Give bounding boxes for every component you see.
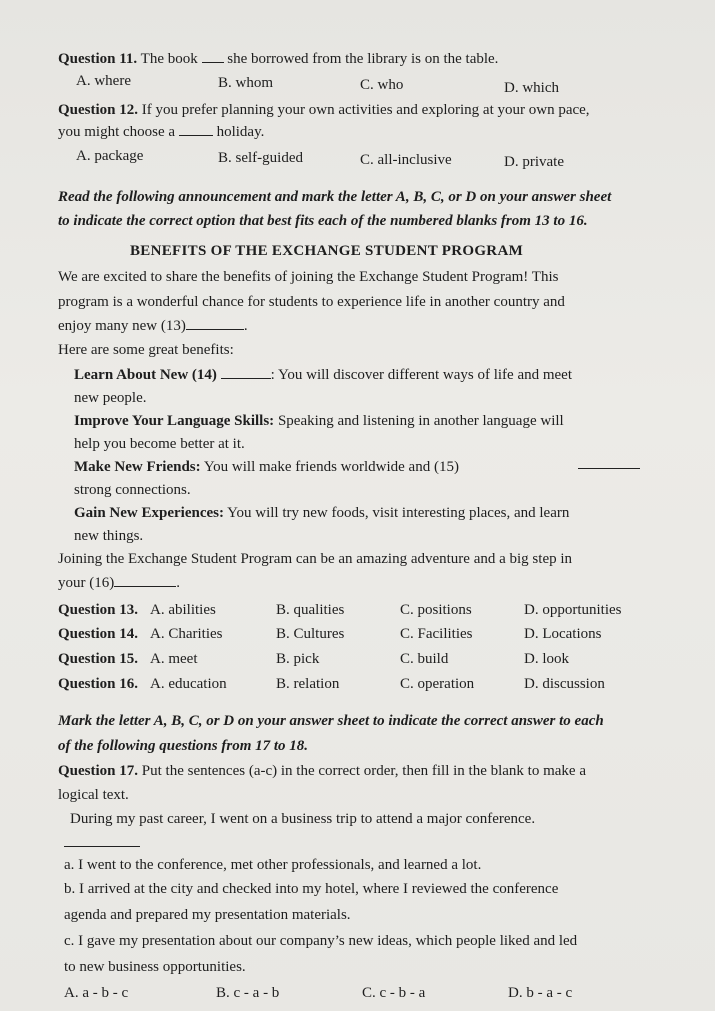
- benefit-2-line2: help you become better at it.: [74, 436, 245, 452]
- q16-option-b: B. relation: [276, 676, 340, 692]
- q12-option-a: A. package: [76, 148, 144, 164]
- blank-14: [221, 366, 271, 379]
- q11-option-b: B. whom: [218, 75, 274, 91]
- passage-p1-line1: We are excited to share the benefits of joining the Exchange Student Program! This: [58, 269, 559, 285]
- q16-option-a: A. education: [150, 676, 227, 692]
- q17-sentence-c-line2: to new business opportunities.: [64, 959, 246, 975]
- q17-option-c: C. c - b - a: [362, 985, 426, 1001]
- q12-option-b: B. self-guided: [218, 150, 303, 166]
- q15-row: [58, 650, 138, 668]
- q15-option-b: B. pick: [276, 651, 320, 667]
- q11-label: Question 11.: [58, 51, 138, 67]
- q12-blank: [179, 123, 213, 136]
- instruction-13-16-line1: Read the following announcement and mark the letter A, B, C, or D on your answer sheet: [58, 189, 612, 205]
- q14-option-b: B. Cultures: [276, 626, 345, 642]
- benefit-2-line1: Improve Your Language Skills: Speaking and listening in another language will: [74, 413, 564, 429]
- q17-sentence-b-line1: b. I arrived at the city and checked into my hotel, where I reviewed the conference: [64, 881, 559, 897]
- instruction-13-16-line2: to indicate the correct option that best fits each of the numbered blanks from 13 to 16.: [58, 213, 588, 229]
- q17-sentence-c-line1: c. I gave my presentation about our company’s new ideas, which people liked and led: [64, 933, 578, 949]
- passage-p1-line2: program is a wonderful chance for students to experience life in another country and: [58, 294, 565, 310]
- q12-option-d: D. private: [504, 154, 564, 170]
- blank-15: [578, 456, 640, 469]
- q11-stem: Question 11. The book she borrowed from the library is on the table.: [58, 51, 499, 67]
- q14-option-d: D. Locations: [524, 626, 602, 642]
- q14-label: Question 14.: [58, 626, 139, 642]
- passage-title: BENEFITS OF THE EXCHANGE STUDENT PROGRAM: [130, 243, 524, 259]
- q17-label: Question 17.: [58, 763, 139, 779]
- q16-label: Question 16.: [58, 676, 139, 692]
- passage-p3-line1: Joining the Exchange Student Program can be an amazing adventure and a big step in: [58, 551, 573, 567]
- q17-sentence-b-line2: agenda and prepared my presentation materials.: [64, 907, 351, 923]
- q13-label: Question 13.: [58, 602, 139, 618]
- q12-option-c: C. all-inclusive: [360, 152, 452, 168]
- q14-option-c: C. Facilities: [400, 626, 473, 642]
- q15-option-d: D. look: [524, 651, 569, 667]
- q17-sentence-a: a. I went to the conference, met other professionals, and learned a lot.: [64, 857, 482, 873]
- q14-option-a: A. Charities: [150, 626, 223, 642]
- q16-option-d: D. discussion: [524, 676, 605, 692]
- q15-label: Question 15.: [58, 651, 139, 667]
- benefit-4-line2: new things.: [74, 528, 144, 544]
- q17-option-d: D. b - a - c: [508, 985, 573, 1001]
- benefit-1-line1: Learn About New (14) : You will discover different ways of life and meet: [74, 367, 572, 383]
- q12-label: Question 12.: [58, 102, 139, 118]
- q17-context: During my past career, I went on a business trip to attend a major conference.: [70, 811, 536, 827]
- q15-option-c: C. build: [400, 651, 449, 667]
- benefit-3-line1: Make New Friends: You will make friends worldwide and (15): [74, 459, 459, 475]
- q16-option-c: C. operation: [400, 676, 475, 692]
- q11-blank: [202, 50, 224, 63]
- q15-option-a: A. meet: [150, 651, 198, 667]
- benefit-3-line2: strong connections.: [74, 482, 191, 498]
- q11-option-a: A. where: [76, 73, 131, 89]
- q14-row: [58, 625, 138, 643]
- q16-row: [58, 675, 138, 693]
- q12-stem-line1: Question 12. If you prefer planning your own activities and exploring at your own pace,: [58, 102, 590, 118]
- q13-row: [58, 601, 138, 619]
- q11-option-c: C. who: [360, 77, 404, 93]
- blank-16: [114, 574, 176, 587]
- q17-stem-line2: logical text.: [58, 787, 129, 803]
- passage-p1-line3: enjoy many new (13) .: [58, 318, 248, 334]
- q12-stem-line2: you might choose a holiday.: [58, 124, 265, 140]
- benefit-1-line2: new people.: [74, 390, 147, 406]
- benefit-4-line1: Gain New Experiences: You will try new foods, visit interesting places, and learn: [74, 505, 570, 521]
- q11-option-d: D. which: [504, 80, 559, 96]
- passage-p2: Here are some great benefits:: [58, 342, 234, 358]
- q17-blank: [64, 834, 140, 847]
- q13-option-b: B. qualities: [276, 602, 345, 618]
- instruction-17-18-line2: of the following questions from 17 to 18.: [58, 738, 309, 754]
- passage-p3-line2: your (16) .: [58, 575, 180, 591]
- blank-13: [186, 317, 244, 330]
- q17-option-b: B. c - a - b: [216, 985, 280, 1001]
- instruction-17-18-line1: Mark the letter A, B, C, or D on your answer sheet to indicate the correct answer to each: [58, 713, 604, 729]
- q17-stem-line1: Question 17. Put the sentences (a-c) in the correct order, then fill in the blank to make a: [58, 763, 586, 779]
- q13-option-d: D. opportunities: [524, 602, 622, 618]
- q13-option-c: C. positions: [400, 602, 472, 618]
- q17-option-a: A. a - b - c: [64, 985, 129, 1001]
- q13-option-a: A. abilities: [150, 602, 216, 618]
